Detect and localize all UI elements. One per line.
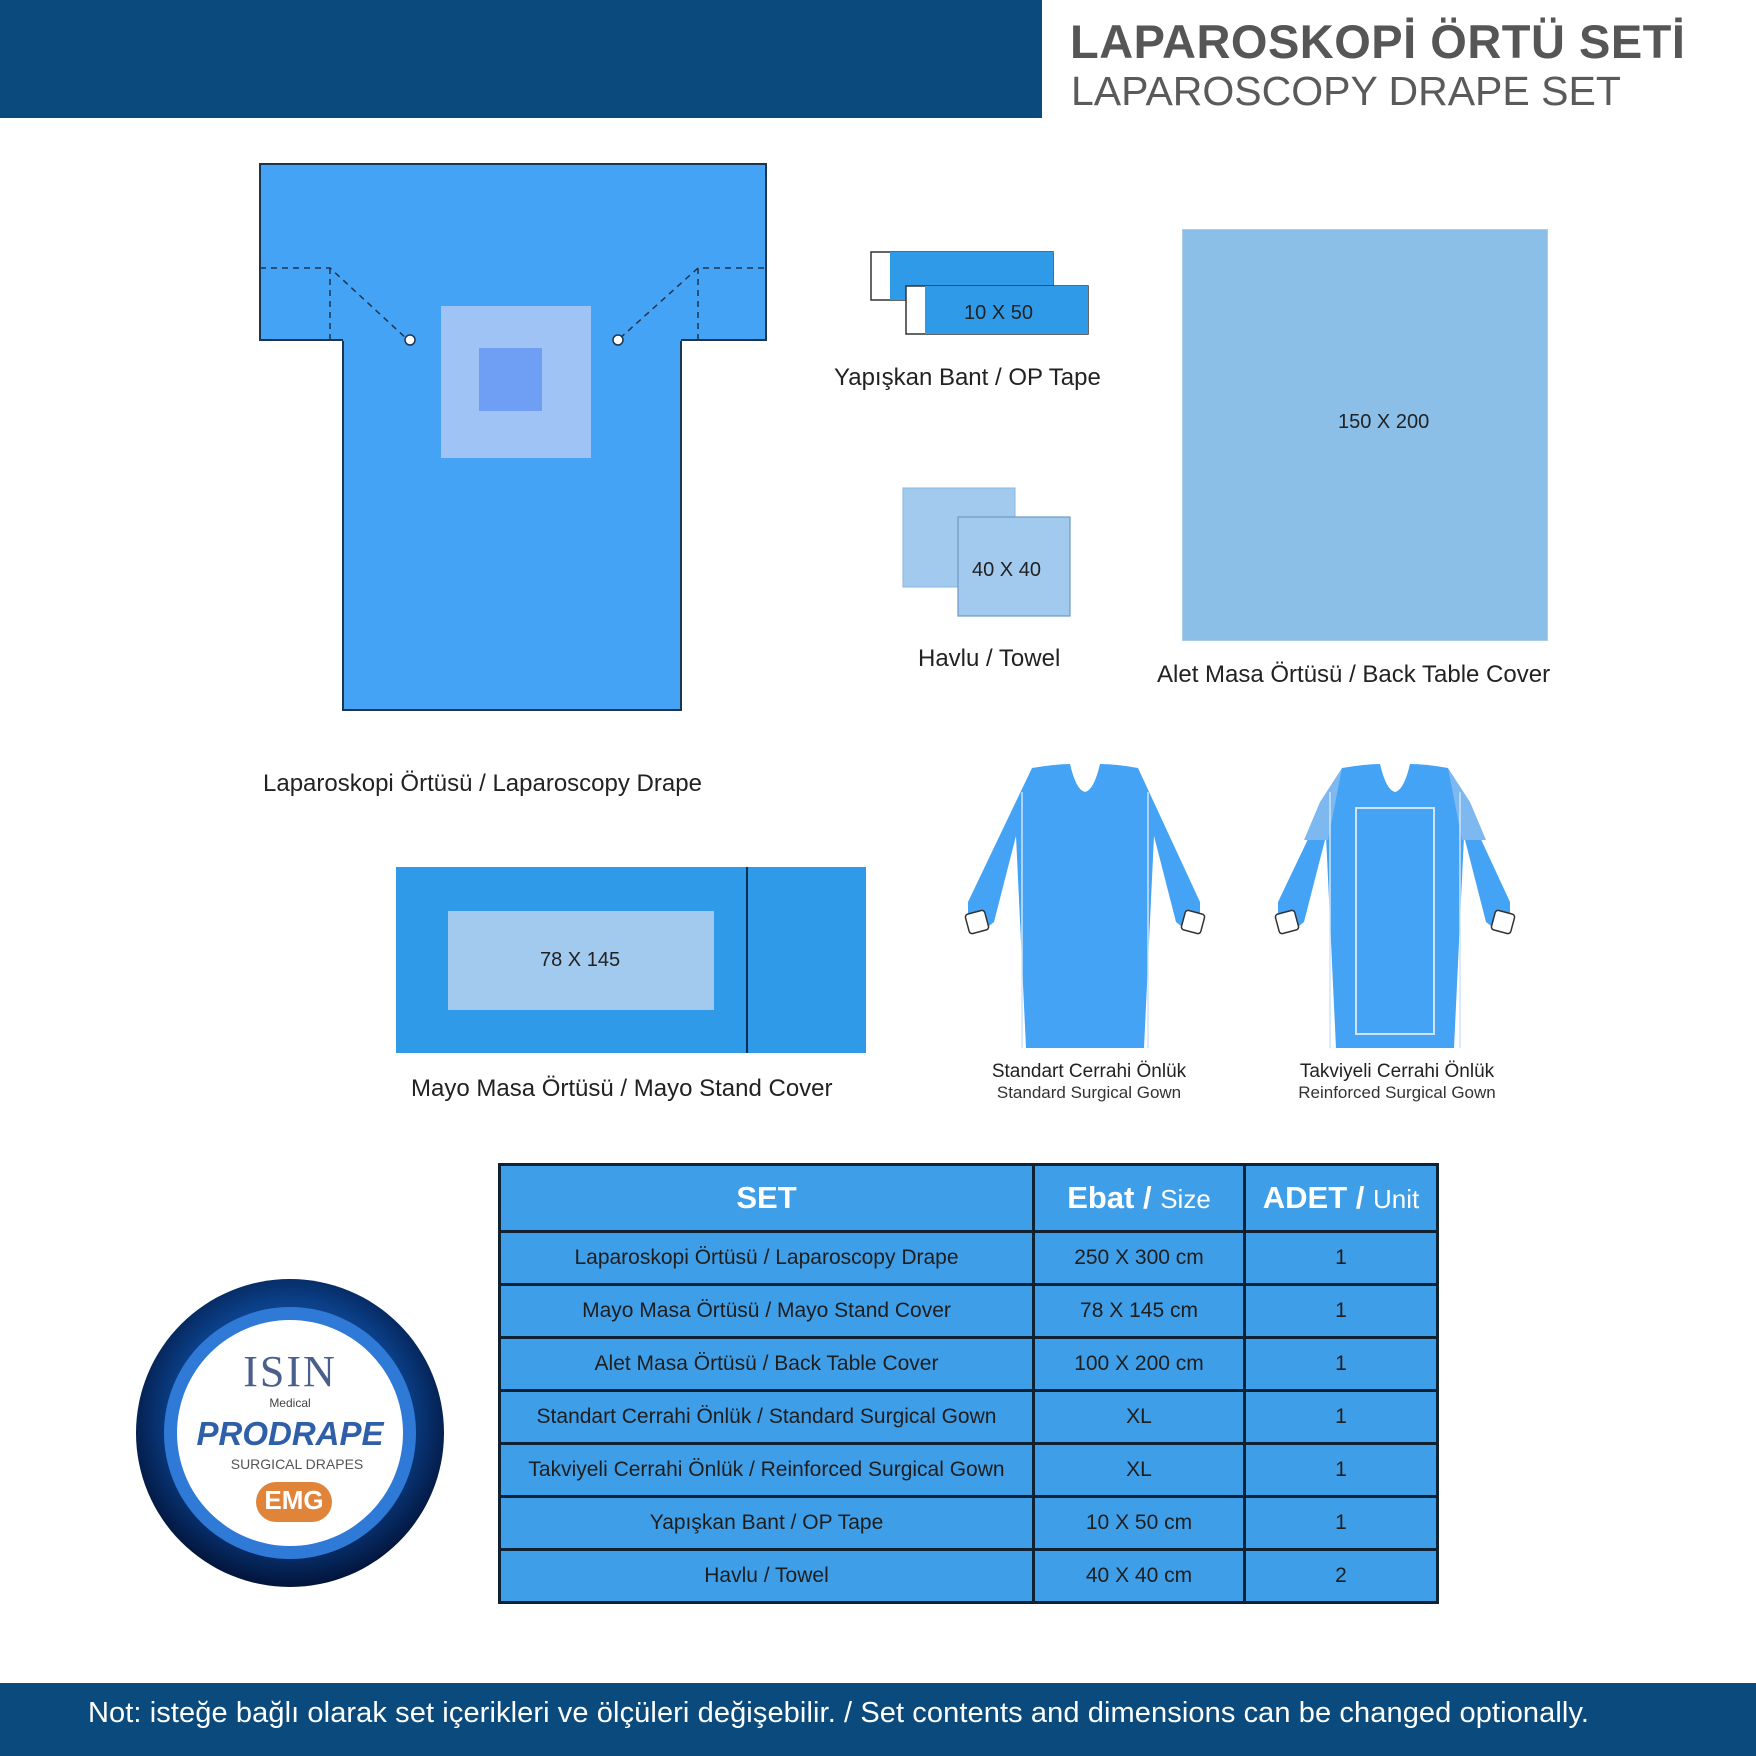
row-item: Takviyeli Cerrahi Önlük / Reinforced Surgical Gown — [500, 1444, 1034, 1497]
standard-gown-label-en: Standard Surgical Gown — [996, 1082, 1182, 1102]
table-row — [500, 1232, 1438, 1285]
table-row — [500, 1285, 1438, 1338]
towel-illustration — [902, 487, 1072, 617]
header-unit — [1245, 1165, 1438, 1232]
row-item: Havlu / Towel — [500, 1550, 1034, 1603]
row-size: 40 X 40 cm — [1034, 1550, 1245, 1603]
towel-label: Havlu / Towel — [918, 645, 1061, 672]
table-row — [500, 1497, 1438, 1550]
row-item: Mayo Masa Örtüsü / Mayo Stand Cover — [500, 1285, 1034, 1338]
row-size: XL — [1034, 1391, 1245, 1444]
standard-gown-illustration — [960, 762, 1210, 1052]
mayo-stand-cover-label: Mayo Masa Örtüsü / Mayo Stand Cover — [411, 1075, 833, 1102]
page-title: LAPAROSKOPİ ÖRTÜ SETİ — [1070, 15, 1686, 68]
page-subtitle: LAPAROSCOPY DRAPE SET — [1071, 68, 1621, 114]
op-tape-illustration — [870, 250, 1090, 340]
header-bar — [0, 0, 1042, 118]
logo-badge: EMG — [256, 1482, 332, 1522]
header-size-tr: Ebat / — [1067, 1180, 1152, 1215]
reinforced-gown-label — [1272, 1061, 1522, 1102]
towel-dimension: 40 X 40 — [972, 559, 1041, 581]
row-unit: 1 — [1245, 1338, 1438, 1391]
standard-gown-label — [966, 1061, 1212, 1102]
row-size: 78 X 145 cm — [1034, 1285, 1245, 1338]
op-tape-dimension: 10 X 50 — [964, 302, 1033, 324]
row-item: Standart Cerrahi Önlük / Standard Surgical Gown — [500, 1391, 1034, 1444]
row-unit: 2 — [1245, 1550, 1438, 1603]
row-unit: 1 — [1245, 1285, 1438, 1338]
table-row — [500, 1338, 1438, 1391]
set-contents-table — [498, 1163, 1439, 1604]
back-table-cover-label: Alet Masa Örtüsü / Back Table Cover — [1157, 661, 1551, 688]
mayo-stand-cover-dimension: 78 X 145 — [540, 949, 621, 971]
row-unit: 1 — [1245, 1391, 1438, 1444]
header-unit-tr: ADET / — [1262, 1180, 1365, 1215]
row-size: 250 X 300 cm — [1034, 1232, 1245, 1285]
header-unit-en: Unit — [1373, 1184, 1420, 1214]
reinforced-gown-illustration — [1270, 762, 1520, 1052]
back-table-cover-illustration — [1182, 229, 1548, 641]
header-set: SET — [500, 1165, 1034, 1232]
row-unit: 1 — [1245, 1444, 1438, 1497]
table-row — [500, 1550, 1438, 1603]
laparoscopy-drape-label: Laparoskopi Örtüsü / Laparoscopy Drape — [263, 770, 702, 797]
standard-gown-label-tr: Standart Cerrahi Önlük — [991, 1061, 1187, 1082]
row-item: Yapışkan Bant / OP Tape — [500, 1497, 1034, 1550]
table-row — [500, 1444, 1438, 1497]
reinforced-gown-label-en: Reinforced Surgical Gown — [1298, 1082, 1496, 1102]
row-size: XL — [1034, 1444, 1245, 1497]
header-size-en: Size — [1160, 1184, 1211, 1214]
reinforced-gown-label-tr: Takviyeli Cerrahi Önlük — [1299, 1061, 1495, 1082]
header-size — [1034, 1165, 1245, 1232]
row-unit: 1 — [1245, 1497, 1438, 1550]
laparoscopy-drape-illustration — [258, 162, 770, 716]
logo-product-sub: SURGICAL DRAPES — [230, 1456, 364, 1472]
logo-brand: ISIN — [243, 1347, 337, 1396]
op-tape-label: Yapışkan Bant / OP Tape — [834, 364, 1101, 391]
back-table-cover-dimension: 150 X 200 — [1338, 411, 1430, 433]
row-item: Alet Masa Örtüsü / Back Table Cover — [500, 1338, 1034, 1391]
row-size: 10 X 50 cm — [1034, 1497, 1245, 1550]
table-header-row — [500, 1165, 1438, 1232]
mayo-stand-cover-illustration — [396, 867, 866, 1055]
logo-product: PRODRAPE — [196, 1415, 384, 1452]
row-size: 100 X 200 cm — [1034, 1338, 1245, 1391]
footer-note: Not: isteğe bağlı olarak set içerikleri ve ölçüleri değişebilir. / Set contents and dimensions can be changed optionally. — [88, 1697, 1590, 1729]
row-item: Laparoskopi Örtüsü / Laparoscopy Drape — [500, 1232, 1034, 1285]
table-row — [500, 1391, 1438, 1444]
row-unit: 1 — [1245, 1232, 1438, 1285]
logo-sub: Medical — [269, 1396, 311, 1410]
